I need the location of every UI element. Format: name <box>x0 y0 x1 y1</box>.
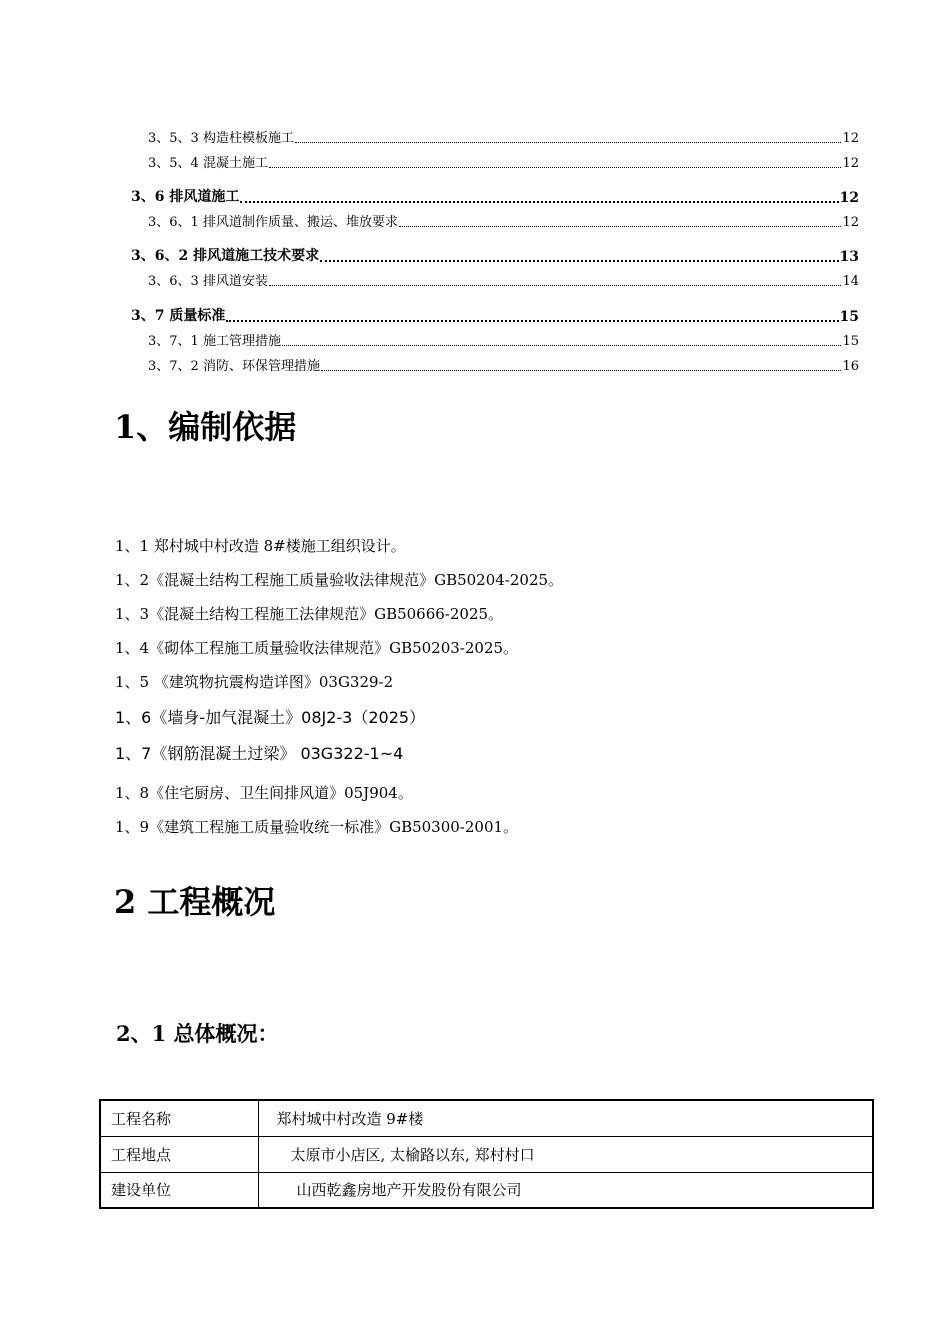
toc-entry-title: 3、6、1 排风道制作质量、搬运、堆放要求 <box>148 215 398 230</box>
table-value-cell: 太原市小店区, 太榆路以东, 郑村村口 <box>258 1136 873 1172</box>
toc-entry-page: 12 <box>842 156 859 171</box>
toc-leader-dots <box>269 285 842 286</box>
toc-entry-page: 12 <box>839 190 859 206</box>
toc-entry[interactable] <box>148 127 859 146</box>
reference-item: 1、4《砌体工程施工质量验收法律规范》GB50203-2025。 <box>115 639 519 657</box>
section-2-heading: 2 工程概况 <box>114 883 276 921</box>
toc-leader-dots <box>240 201 838 203</box>
table-value-cell: 山西乾鑫房地产开发股份有限公司 <box>258 1172 873 1208</box>
table-label-cell: 工程名称 <box>100 1100 258 1136</box>
reference-item: 1、8《住宅厨房、卫生间排风道》05J904。 <box>115 784 413 802</box>
reference-item: 1、7《钢筋混凝土过梁》 03G322-1~4 <box>115 744 404 763</box>
table-row <box>100 1100 873 1136</box>
toc-entry-page: 15 <box>842 334 859 349</box>
table-row <box>100 1136 873 1172</box>
reference-item: 1、2《混凝土结构工程施工质量验收法律规范》GB50204-2025。 <box>115 571 564 589</box>
toc-entry[interactable] <box>148 330 859 349</box>
toc-entry[interactable] <box>148 152 859 171</box>
toc-entry-title: 3、6、3 排风道安装 <box>148 274 268 289</box>
reference-item: 1、5 《建筑物抗震构造详图》03G329-2 <box>115 673 394 691</box>
table-label-cell: 建设单位 <box>100 1172 258 1208</box>
toc-entry-page: 15 <box>839 309 859 325</box>
toc-leader-dots <box>269 167 842 168</box>
reference-item: 1、1 郑村城中村改造 8#楼施工组织设计。 <box>115 537 406 555</box>
toc-entry-page: 13 <box>839 249 859 265</box>
reference-item: 1、6《墙身-加气混凝土》08J2-3（2025） <box>115 708 426 727</box>
toc-entry[interactable] <box>148 355 859 374</box>
toc-entry[interactable] <box>148 211 859 230</box>
section-2-1-heading: 2、1 总体概况： <box>116 1021 279 1046</box>
toc-entry[interactable] <box>131 186 859 206</box>
toc-leader-dots <box>226 320 838 322</box>
reference-item: 1、3《混凝土结构工程施工法律规范》GB50666-2025。 <box>115 605 504 623</box>
toc-leader-dots <box>295 142 842 143</box>
toc-entry[interactable] <box>131 305 859 325</box>
toc-entry-page: 16 <box>842 359 859 374</box>
toc-leader-dots <box>321 370 842 371</box>
toc-entry-title: 3、5、3 构造柱模板施工 <box>148 131 294 146</box>
toc-entry-title: 3、5、4 混凝土施工 <box>148 156 268 171</box>
toc-leader-dots <box>320 260 838 262</box>
toc-entry-page: 12 <box>842 131 859 146</box>
toc-entry-page: 14 <box>842 274 859 289</box>
table-row <box>100 1172 873 1208</box>
table-label-cell: 工程地点 <box>100 1136 258 1172</box>
project-info-table <box>99 1099 874 1209</box>
toc-entry-title: 3、7、2 消防、环保管理措施 <box>148 359 320 374</box>
toc-leader-dots <box>399 226 842 227</box>
toc-entry-page: 12 <box>842 215 859 230</box>
toc-entry-title: 3、6 排风道施工 <box>131 189 240 205</box>
reference-item: 1、9《建筑工程施工质量验收统一标准》GB50300-2001。 <box>115 818 519 836</box>
table-value-cell: 郑村城中村改造 9#楼 <box>258 1100 873 1136</box>
toc-entry[interactable] <box>148 270 859 289</box>
toc-entry-title: 3、7、1 施工管理措施 <box>148 334 281 349</box>
toc-entry-title: 3、6、2 排风道施工技术要求 <box>131 248 320 264</box>
toc-entry-title: 3、7 质量标准 <box>131 308 226 324</box>
toc-leader-dots <box>282 345 842 346</box>
toc-entry[interactable] <box>131 245 859 265</box>
section-1-heading: 1、编制依据 <box>114 408 297 446</box>
